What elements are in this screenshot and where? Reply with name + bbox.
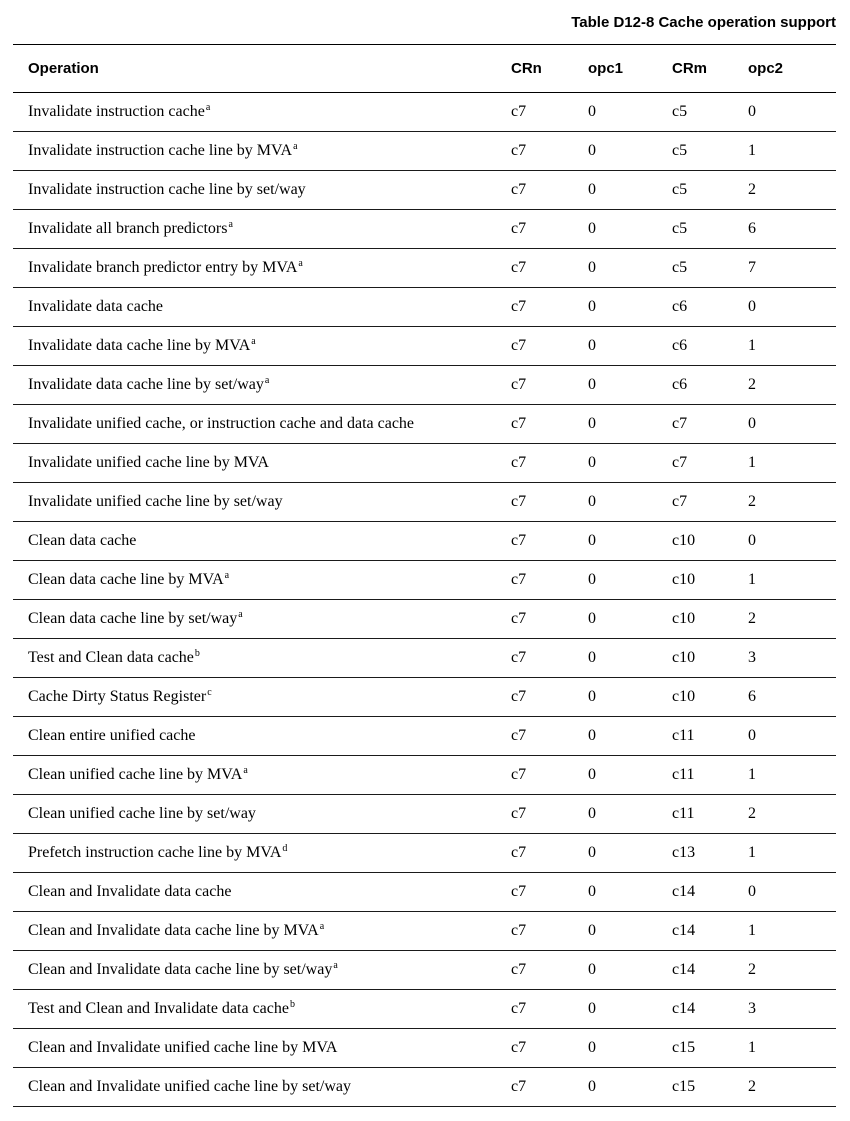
crm-cell: c10 xyxy=(672,600,748,639)
opc1-cell: 0 xyxy=(588,834,672,873)
opc2-cell: 2 xyxy=(748,366,836,405)
operation-cell: Clean data cache line by set/way$^a$ xyxy=(13,600,511,639)
opc2-cell: 0 xyxy=(748,522,836,561)
footnote-marker: a xyxy=(298,257,303,269)
table-row xyxy=(13,249,836,288)
header-opc1: opc1 xyxy=(588,45,672,93)
opc1-cell: 0 xyxy=(588,522,672,561)
operation-cell: Clean entire unified cache xyxy=(13,717,511,756)
opc2-cell: 3 xyxy=(748,639,836,678)
header-crm: CRm xyxy=(672,45,748,93)
table-row xyxy=(13,678,836,717)
opc1-cell: 0 xyxy=(588,990,672,1029)
crn-cell: c7 xyxy=(511,327,588,366)
operation-cell: Clean and Invalidate data cache line by MVA$^a$ xyxy=(13,912,511,951)
crn-cell: c7 xyxy=(511,444,588,483)
opc2-cell: 0 xyxy=(748,93,836,132)
footnote-marker: c xyxy=(207,686,212,698)
table-row xyxy=(13,405,836,444)
opc2-cell: 0 xyxy=(748,288,836,327)
opc1-cell: 0 xyxy=(588,171,672,210)
opc2-cell: 1 xyxy=(748,561,836,600)
crm-cell: c7 xyxy=(672,405,748,444)
crn-cell: c7 xyxy=(511,561,588,600)
opc1-cell: 0 xyxy=(588,444,672,483)
table-row xyxy=(13,132,836,171)
operation-cell: Invalidate instruction cache$^a$ xyxy=(13,93,511,132)
crm-cell: c6 xyxy=(672,327,748,366)
footnote-marker: a xyxy=(243,764,248,776)
opc1-cell: 0 xyxy=(588,912,672,951)
crm-cell: c14 xyxy=(672,873,748,912)
operation-cell: Cache Dirty Status Register$^c$ xyxy=(13,678,511,717)
opc1-cell: 0 xyxy=(588,93,672,132)
opc1-cell: 0 xyxy=(588,717,672,756)
header-opc2: opc2 xyxy=(748,45,836,93)
crn-cell: c7 xyxy=(511,171,588,210)
footnote-marker: a xyxy=(333,959,338,971)
opc1-cell: 0 xyxy=(588,600,672,639)
footnote-marker: a xyxy=(228,218,233,230)
header-row xyxy=(13,45,836,93)
crm-cell: c14 xyxy=(672,951,748,990)
opc2-cell: 2 xyxy=(748,600,836,639)
table-row xyxy=(13,93,836,132)
operation-cell: Invalidate unified cache line by set/way xyxy=(13,483,511,522)
crm-cell: c15 xyxy=(672,1029,748,1068)
table-row xyxy=(13,444,836,483)
crm-cell: c10 xyxy=(672,561,748,600)
crm-cell: c5 xyxy=(672,249,748,288)
opc1-cell: 0 xyxy=(588,873,672,912)
crm-cell: c10 xyxy=(672,639,748,678)
crm-cell: c6 xyxy=(672,288,748,327)
opc2-cell: 6 xyxy=(748,678,836,717)
opc2-cell: 1 xyxy=(748,756,836,795)
opc1-cell: 0 xyxy=(588,210,672,249)
opc2-cell: 0 xyxy=(748,405,836,444)
opc2-cell: 2 xyxy=(748,483,836,522)
crm-cell: c7 xyxy=(672,444,748,483)
table-container xyxy=(13,0,836,1107)
footnote-marker: a xyxy=(251,335,256,347)
table-row xyxy=(13,210,836,249)
operation-cell: Invalidate unified cache, or instruction cache and data cache xyxy=(13,405,511,444)
operation-cell: Prefetch instruction cache line by MVA$^d$ xyxy=(13,834,511,873)
crn-cell: c7 xyxy=(511,717,588,756)
operation-cell: Clean and Invalidate data cache line by set/way$^a$ xyxy=(13,951,511,990)
footnote-marker: a xyxy=(224,569,230,581)
operation-cell: Invalidate unified cache line by MVA xyxy=(13,444,511,483)
operation-cell: Clean and Invalidate unified cache line by MVA xyxy=(13,1029,511,1068)
header-operation: Operation xyxy=(13,45,511,93)
operation-cell: Invalidate data cache line by set/way$^a$ xyxy=(13,366,511,405)
opc2-cell: 1 xyxy=(748,444,836,483)
crn-cell: c7 xyxy=(511,639,588,678)
table-row xyxy=(13,366,836,405)
opc2-cell: 2 xyxy=(748,171,836,210)
crn-cell: c7 xyxy=(511,912,588,951)
table-row xyxy=(13,639,836,678)
opc1-cell: 0 xyxy=(588,1029,672,1068)
table-title: Table D12-8 Cache operation support xyxy=(571,14,836,31)
opc2-cell: 2 xyxy=(748,951,836,990)
crn-cell: c7 xyxy=(511,678,588,717)
opc1-cell: 0 xyxy=(588,1068,672,1107)
crn-cell: c7 xyxy=(511,756,588,795)
footnote-marker: d xyxy=(282,842,288,854)
operation-cell: Clean unified cache line by MVA$^a$ xyxy=(13,756,511,795)
opc2-cell: 0 xyxy=(748,717,836,756)
table-row xyxy=(13,834,836,873)
opc2-cell: 2 xyxy=(748,795,836,834)
table-row xyxy=(13,756,836,795)
table-header xyxy=(13,45,836,93)
opc2-cell: 2 xyxy=(748,1068,836,1107)
crm-cell: c7 xyxy=(672,483,748,522)
crn-cell: c7 xyxy=(511,873,588,912)
opc2-cell: 6 xyxy=(748,210,836,249)
crm-cell: c11 xyxy=(672,717,748,756)
opc1-cell: 0 xyxy=(588,249,672,288)
operation-cell: Invalidate instruction cache line by MVA$^a$ xyxy=(13,132,511,171)
opc1-cell: 0 xyxy=(588,756,672,795)
opc1-cell: 0 xyxy=(588,795,672,834)
table-body xyxy=(13,93,836,1107)
operation-cell: Test and Clean and Invalidate data cache$^b$ xyxy=(13,990,511,1029)
cache-operation-support-table xyxy=(13,44,836,1107)
opc1-cell: 0 xyxy=(588,132,672,171)
operation-cell: Invalidate data cache line by MVA$^a$ xyxy=(13,327,511,366)
crn-cell: c7 xyxy=(511,249,588,288)
crm-cell: c5 xyxy=(672,171,748,210)
operation-cell: Clean unified cache line by set/way xyxy=(13,795,511,834)
table-row xyxy=(13,1068,836,1107)
crn-cell: c7 xyxy=(511,951,588,990)
crn-cell: c7 xyxy=(511,795,588,834)
table-row xyxy=(13,951,836,990)
table-row xyxy=(13,327,836,366)
footnote-marker: a xyxy=(238,608,243,620)
crm-cell: c10 xyxy=(672,522,748,561)
opc2-cell: 1 xyxy=(748,912,836,951)
table-row xyxy=(13,1029,836,1068)
crm-cell: c13 xyxy=(672,834,748,873)
crm-cell: c10 xyxy=(672,678,748,717)
crm-cell: c15 xyxy=(672,1068,748,1107)
operation-cell: Invalidate data cache xyxy=(13,288,511,327)
crn-cell: c7 xyxy=(511,93,588,132)
table-row xyxy=(13,717,836,756)
footnote-marker: b xyxy=(289,998,295,1010)
table-row xyxy=(13,561,836,600)
opc1-cell: 0 xyxy=(588,678,672,717)
crn-cell: c7 xyxy=(511,210,588,249)
operation-cell: Invalidate branch predictor entry by MVA$^a$ xyxy=(13,249,511,288)
crm-cell: c6 xyxy=(672,366,748,405)
operation-cell: Test and Clean data cache$^b$ xyxy=(13,639,511,678)
opc1-cell: 0 xyxy=(588,483,672,522)
crn-cell: c7 xyxy=(511,288,588,327)
opc1-cell: 0 xyxy=(588,366,672,405)
crn-cell: c7 xyxy=(511,132,588,171)
opc1-cell: 0 xyxy=(588,405,672,444)
crn-cell: c7 xyxy=(511,600,588,639)
table-row xyxy=(13,483,836,522)
opc1-cell: 0 xyxy=(588,288,672,327)
opc2-cell: 1 xyxy=(748,327,836,366)
operation-cell: Clean data cache line by MVA$^a$ xyxy=(13,561,511,600)
table-row xyxy=(13,873,836,912)
opc2-cell: 0 xyxy=(748,873,836,912)
crm-cell: c11 xyxy=(672,756,748,795)
operation-cell: Clean and Invalidate data cache xyxy=(13,873,511,912)
footnote-marker: a xyxy=(205,101,211,113)
operation-cell: Clean and Invalidate unified cache line by set/way xyxy=(13,1068,511,1107)
crn-cell: c7 xyxy=(511,483,588,522)
opc2-cell: 1 xyxy=(748,1029,836,1068)
opc2-cell: 1 xyxy=(748,834,836,873)
crn-cell: c7 xyxy=(511,405,588,444)
header-crn: CRn xyxy=(511,45,588,93)
crm-cell: c5 xyxy=(672,210,748,249)
table-row xyxy=(13,600,836,639)
footnote-marker: a xyxy=(319,920,325,932)
footnote-marker: a xyxy=(293,140,298,152)
opc2-cell: 3 xyxy=(748,990,836,1029)
table-row xyxy=(13,990,836,1029)
crm-cell: c14 xyxy=(672,912,748,951)
crn-cell: c7 xyxy=(511,1029,588,1068)
crn-cell: c7 xyxy=(511,366,588,405)
table-row xyxy=(13,288,836,327)
footnote-marker: a xyxy=(264,374,270,386)
operation-cell: Invalidate all branch predictors$^a$ xyxy=(13,210,511,249)
opc2-cell: 1 xyxy=(748,132,836,171)
table-row xyxy=(13,912,836,951)
opc1-cell: 0 xyxy=(588,639,672,678)
operation-cell: Clean data cache xyxy=(13,522,511,561)
opc1-cell: 0 xyxy=(588,327,672,366)
crm-cell: c11 xyxy=(672,795,748,834)
opc2-cell: 7 xyxy=(748,249,836,288)
crn-cell: c7 xyxy=(511,990,588,1029)
opc1-cell: 0 xyxy=(588,561,672,600)
table-row xyxy=(13,795,836,834)
crn-cell: c7 xyxy=(511,1068,588,1107)
opc1-cell: 0 xyxy=(588,951,672,990)
crm-cell: c5 xyxy=(672,132,748,171)
table-row xyxy=(13,171,836,210)
crn-cell: c7 xyxy=(511,834,588,873)
footnote-marker: b xyxy=(194,647,200,659)
operation-cell: Invalidate instruction cache line by set/way xyxy=(13,171,511,210)
table-row xyxy=(13,522,836,561)
crm-cell: c14 xyxy=(672,990,748,1029)
crm-cell: c5 xyxy=(672,93,748,132)
crn-cell: c7 xyxy=(511,522,588,561)
